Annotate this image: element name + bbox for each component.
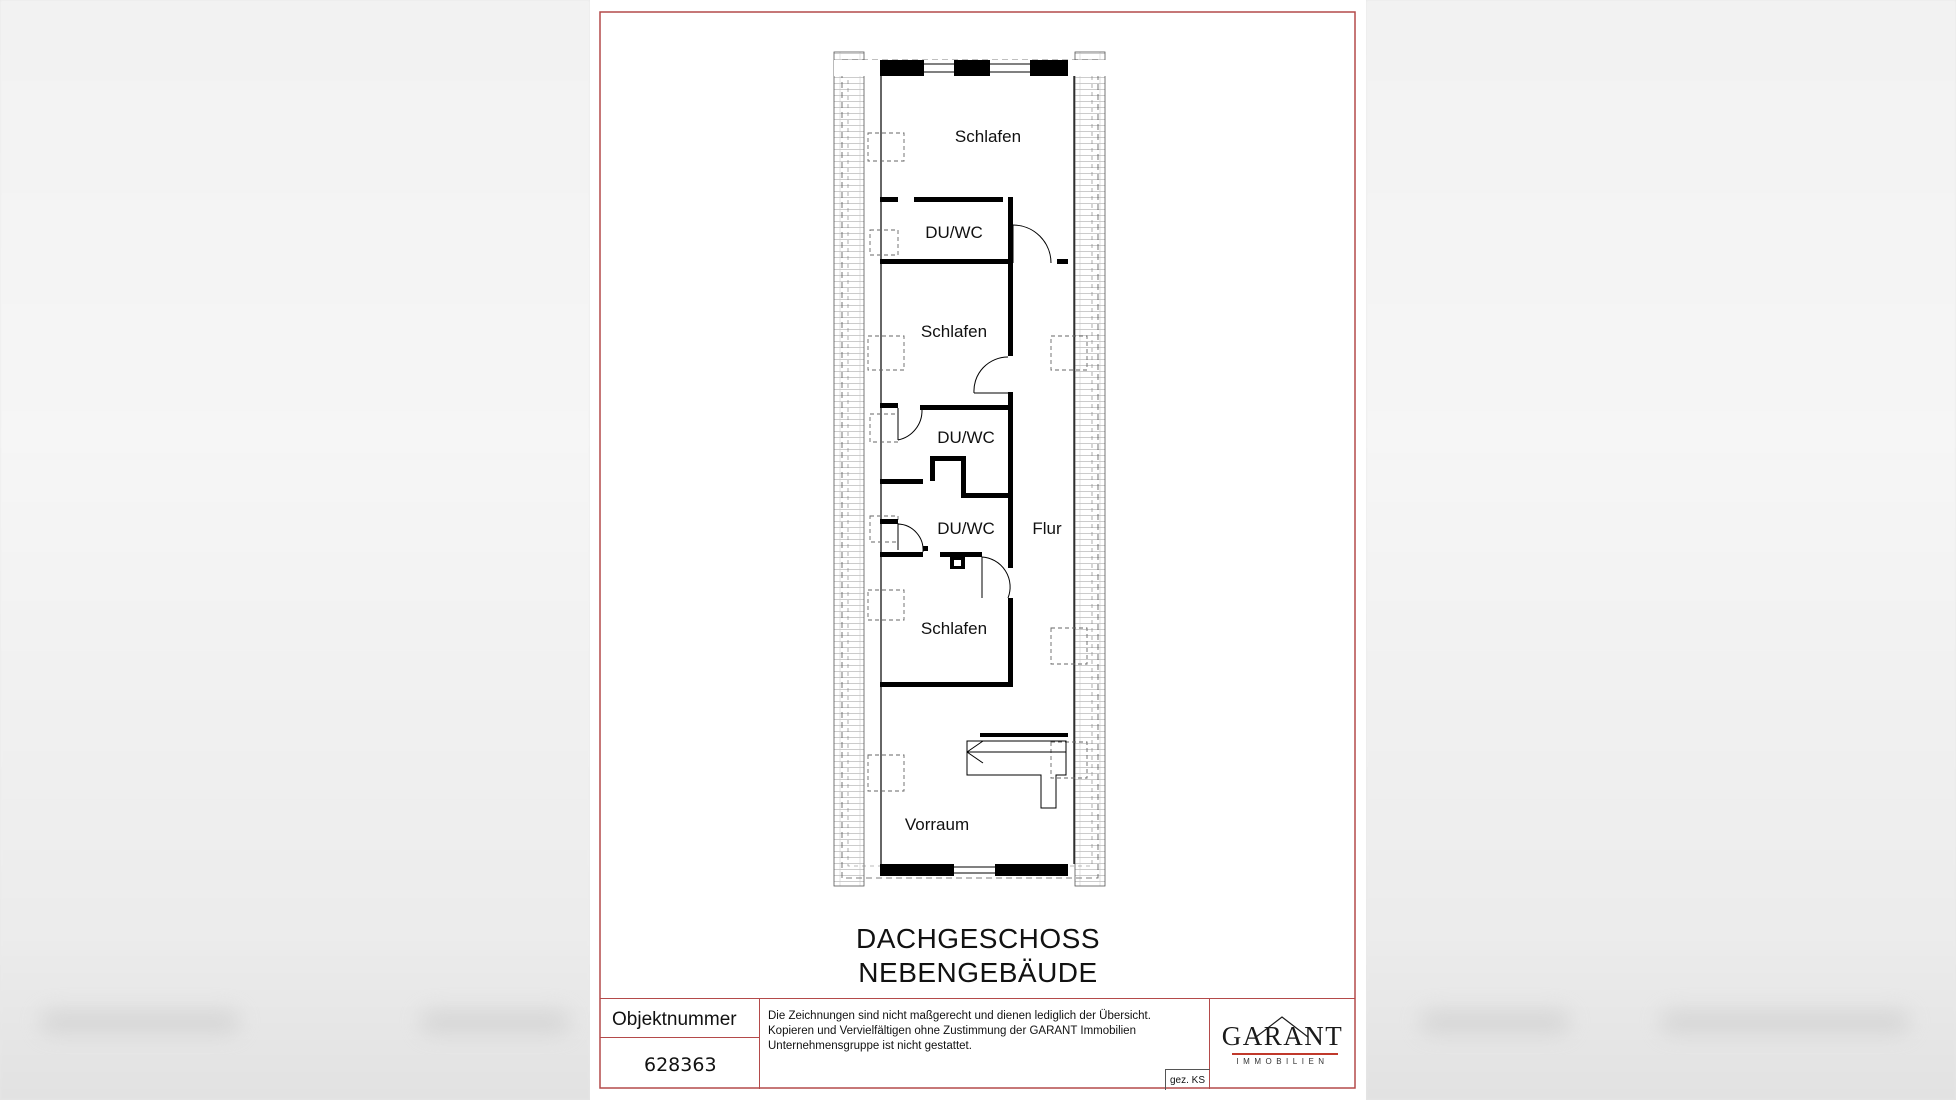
wall-top-segment [1030, 60, 1068, 76]
logo-sub: IMMOBILIEN [1236, 1057, 1329, 1066]
background-blur [420, 1010, 570, 1034]
background-right [1366, 0, 1956, 1100]
logo-cell [1210, 999, 1355, 1089]
plan-title-line1: DACHGESCHOSS [855, 923, 1101, 954]
room-label-vorraum: Vorraum [904, 815, 970, 834]
roof-strip-right [1075, 52, 1105, 886]
chimney-hole [954, 560, 961, 566]
room-label-duwc-top: DU/WC [925, 223, 983, 242]
room-label-flur: Flur [1032, 519, 1062, 538]
wall-bottom-segment [995, 864, 1068, 876]
wall-bottom-segment [880, 864, 954, 876]
disclaimer-line2: Kopieren und Vervielfältigen ohne Zustimmung der GARANT Immobilien [768, 1025, 1136, 1037]
background-blur [1420, 1010, 1570, 1034]
room-label-schlafen-top: Schlafen [954, 127, 1022, 146]
interior [881, 62, 1064, 872]
wall-top-segment [954, 60, 990, 76]
drawn-by-box [1165, 1069, 1210, 1090]
room-label-duwc-mid1: DU/WC [937, 428, 995, 447]
room-label-schlafen-bottom: Schlafen [920, 619, 988, 638]
disclaimer-cell [760, 999, 1210, 1089]
disclaimer-line1: Die Zeichnungen sind nicht maßgerecht und dienen lediglich der Übersicht. [768, 1010, 1151, 1022]
background-left [0, 0, 590, 1100]
objektnummer-label: Objektnummer [612, 1009, 737, 1030]
logo-underline [1232, 1053, 1338, 1055]
title-block [600, 998, 1355, 1089]
background-blur [1660, 1010, 1910, 1034]
background-blur [40, 1010, 240, 1034]
wall-top-segment [880, 60, 924, 76]
roof-strip-left [834, 52, 864, 886]
room-label-schlafen-mid: Schlafen [920, 322, 988, 341]
room-label-duwc-mid2: DU/WC [937, 519, 995, 538]
objektnummer-value: 628363 [644, 1054, 717, 1076]
drawn-by-label: gez. KS [1170, 1075, 1206, 1086]
objektnummer-cell [600, 999, 760, 1089]
objektnummer-divider [600, 1037, 760, 1038]
plan-title-line2: NEBENGEBÄUDE [858, 957, 1098, 988]
floor-plan-sheet [590, 0, 1366, 1100]
logo-name: GARANT [1221, 1021, 1344, 1051]
disclaimer-line3: Unternehmensgruppe ist nicht gestattet. [768, 1040, 972, 1052]
